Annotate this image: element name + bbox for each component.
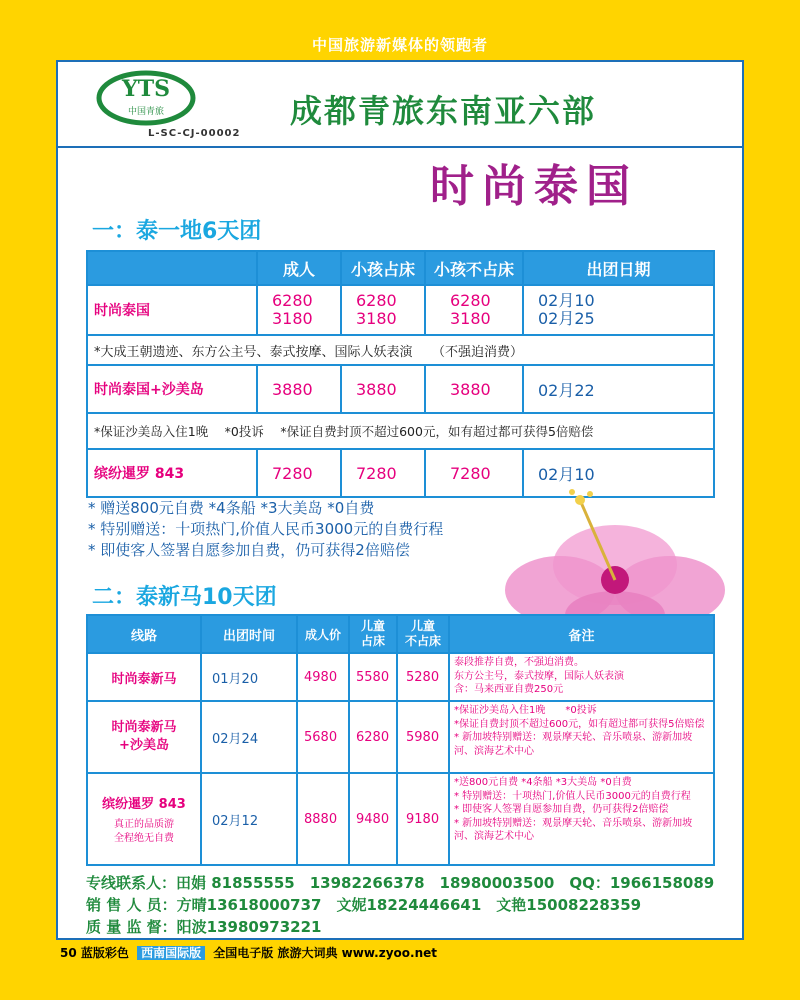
svg-text:YTS: YTS: [122, 76, 170, 102]
table-row: [87, 285, 714, 335]
adult-price: 5680: [297, 701, 349, 773]
child-nobed-price: 7280: [425, 449, 523, 497]
contact-line-quality: 质 量 监 督：阳波13980973221: [86, 918, 322, 936]
bullet-item: * 特别赠送：十项热门,价值人民币3000元的自费行程: [88, 520, 444, 538]
page-number: 50: [60, 946, 77, 960]
company-name: 成都青旅东南亚六部: [290, 92, 597, 130]
child-nobed-price: 3880: [425, 365, 523, 413]
contact-info: [86, 872, 714, 938]
table-row: [87, 773, 714, 865]
child-bed-price: 6280: [349, 701, 397, 773]
tour-note: *保证沙美岛入住1晚 *0投诉 *保证自费封顶不超过600元，如有超过都可获得5倍赔偿: [87, 413, 714, 449]
header-adult: 成人价: [297, 615, 349, 653]
adult-price: 3880: [257, 365, 341, 413]
tour-table-6day: [86, 250, 715, 498]
contact-line-hotline: 专线联系人：田娟 81855555 13982266378 18980003500 QQ：1966158089: [86, 874, 715, 892]
table-row: [87, 365, 714, 413]
route-name: 时尚泰新马: [87, 653, 201, 701]
adult-price: 8880: [297, 773, 349, 865]
section2-title: 二：泰新马10天团: [92, 585, 277, 610]
headline: 时尚泰国: [430, 161, 638, 212]
section1-title: 一：泰一地6天团: [92, 219, 262, 244]
logo-text: 中国青旅: [127, 107, 165, 117]
bullet-item: * 即使客人签署自愿参加自费，仍可获得2倍赔偿: [88, 541, 410, 559]
child-nobed-price: 9180: [397, 773, 449, 865]
remarks: *送800元自费 *4条船 *3大美岛 *0自费 * 特别赠送：十项热门,价值人民币3000元的自费行程 * 即使客人签署自愿参加自费，仍可获得2倍赔偿 * 新加坡特别赠送：观景摩天轮、音乐喷泉、游新加坡河、滨海艺术中心: [449, 773, 714, 865]
child-bed-price: 6280 3180: [341, 285, 425, 335]
footer: [60, 944, 437, 961]
header-child-nobed: 儿童 不占床: [397, 615, 449, 653]
child-bed-price: 3880: [341, 365, 425, 413]
adult-price: 7280: [257, 449, 341, 497]
child-nobed-price: 5280: [397, 653, 449, 701]
route-name: 缤纷暹罗 843: [87, 449, 257, 497]
tour-note: *大成王朝遗迹、东方公主号、泰式按摩、国际人妖表演 （不强迫消费）: [87, 335, 714, 365]
child-nobed-price: 6280 3180: [425, 285, 523, 335]
header-dates: 出团日期: [523, 251, 714, 285]
remarks: *保证沙美岛入住1晚 *0投诉 *保证自费封顶不超过600元，如有超过都可获得5倍赔偿 * 新加坡特别赠送：观景摩天轮、音乐喷泉、游新加坡河、滨海艺术中心: [449, 701, 714, 773]
header-blank: [87, 251, 257, 285]
adult-price: 6280 3180: [257, 285, 341, 335]
route-name: 时尚泰国+沙美岛: [87, 365, 257, 413]
header-date: 出团时间: [201, 615, 297, 653]
tour-table-10day: [86, 614, 715, 866]
footer-label: 蓝版彩色: [80, 946, 129, 960]
header-child-bed: 儿童 占床: [349, 615, 397, 653]
child-bed-price: 5580: [349, 653, 397, 701]
footer-url[interactable]: www.zyoo.net: [341, 946, 437, 960]
table-row: [87, 701, 714, 773]
bullet-item: * 赠送800元自费 *4条船 *3大美岛 *0自费: [88, 499, 375, 517]
child-bed-price: 9480: [349, 773, 397, 865]
promo-bullets: [88, 498, 443, 561]
license-number: L-SC-CJ-00002: [148, 128, 241, 139]
departure-dates: 02月10 02月25: [523, 285, 714, 335]
route-name: 时尚泰新马 +沙美岛: [87, 701, 201, 773]
departure-date: 01月20: [201, 653, 297, 701]
adult-price: 4980: [297, 653, 349, 701]
departure-date: 02月24: [201, 701, 297, 773]
header-child-bed: 小孩占床: [341, 251, 425, 285]
child-nobed-price: 5980: [397, 701, 449, 773]
route-cell: [87, 773, 201, 865]
top-slogan: 中国旅游新媒体的领跑者: [311, 36, 488, 54]
table-row: [87, 653, 714, 701]
departure-date: 02月12: [201, 773, 297, 865]
route-subtitle: 真正的品质游 全程绝无自费: [114, 818, 174, 844]
header-route: 线路: [87, 615, 201, 653]
header-child-nobed: 小孩不占床: [425, 251, 523, 285]
route-name: 缤纷暹罗 843: [102, 796, 186, 812]
company-logo: [96, 70, 196, 126]
child-bed-price: 7280: [341, 449, 425, 497]
remarks: 泰段推荐自费，不强迫消费。 东方公主号，泰式按摩，国际人妖表演 含：马来西亚自费250元: [449, 653, 714, 701]
departure-dates: 02月22: [523, 365, 714, 413]
route-name: 时尚泰国: [87, 285, 257, 335]
header-remarks: 备注: [449, 615, 714, 653]
departure-dates: 02月10: [523, 449, 714, 497]
contact-line-sales: 销 售 人 员：方晴13618000737 文妮18224446641 文艳15008228359: [86, 896, 642, 914]
header-adult: 成人: [257, 251, 341, 285]
footer-edition: 西南国际版: [137, 946, 205, 960]
footer-publication: 全国电子版 旅游大词典: [213, 946, 338, 960]
